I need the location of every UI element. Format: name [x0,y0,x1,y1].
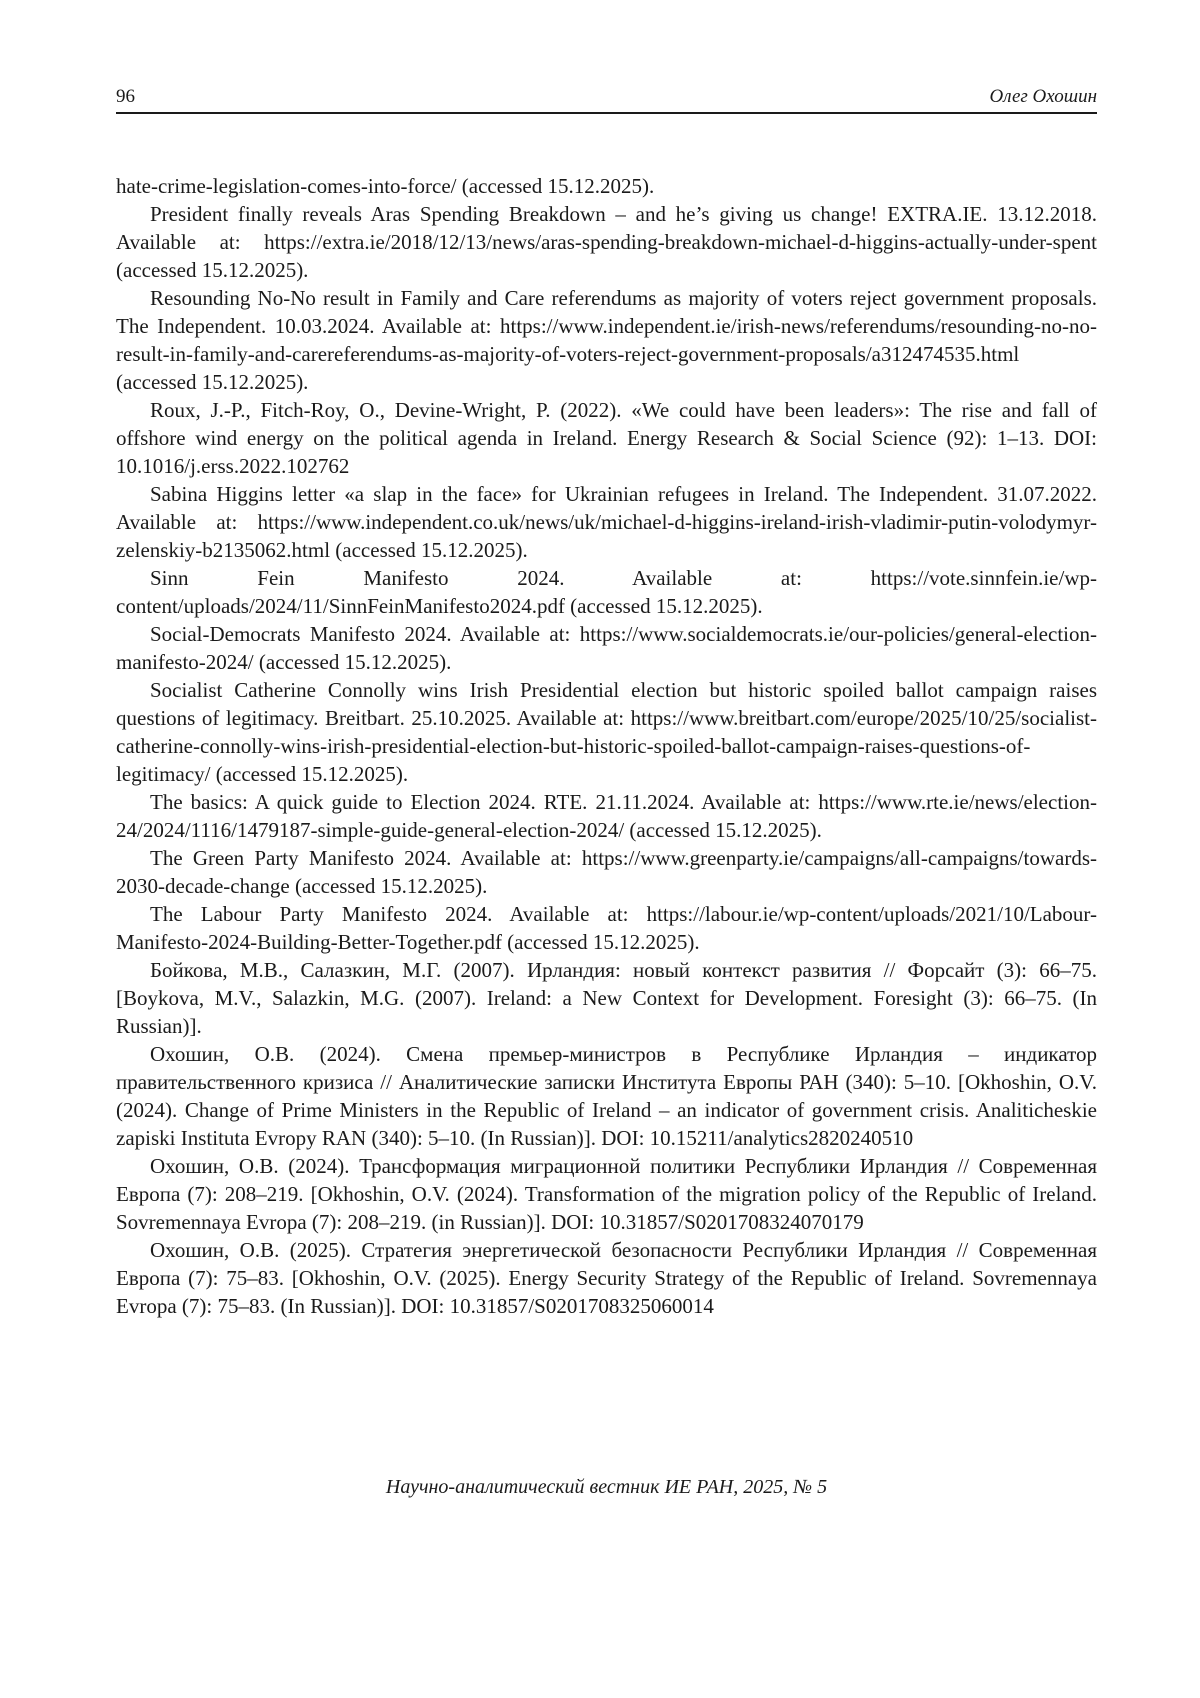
reference-item: Sabina Higgins letter «a slap in the face» for Ukrainian refugees in Ireland. The Independent. 31.07.2022. Available at: https://www.independent.co.uk/news/uk/michael-d-higgins-ireland-irish-vladimir-putin-volodymyr-zelenskiy-b2135062.html (accessed 15.12.2025). [116,482,1097,562]
reference-list [116,172,1097,1320]
page-header [116,84,1097,114]
reference-item: President finally reveals Aras Spending Breakdown – and he’s giving us change! EXTRA.IE. 13.12.2018. Available at: https://extra.ie/2018/12/13/news/aras-spending-breakdown-michael-d-higgins-actually-under-spent (accessed 15.12.2025). [116,202,1097,282]
reference-item: Охошин, О.В. (2024). Трансформация миграционной политики Республики Ирландия // Современная Европа (7): 208–219. [Okhoshin, O.V. (2024). Transformation of the migration policy of the Republic of Ireland. Sovremennaya Evropa (7): 208–219. (in Russian)]. DOI: 10.31857/S0201708324070179 [116,1154,1097,1234]
reference-item: Social-Democrats Manifesto 2024. Available at: https://www.socialdemocrats.ie/our-policies/general-election-manifesto-2024/ (accessed 15.12.2025). [116,622,1097,674]
reference-item: hate-crime-legislation-comes-into-force/ (accessed 15.12.2025). [116,174,655,198]
page-footer [116,1476,1097,1499]
journal-citation: Научно-аналитический вестник ИЕ РАН, 2025, № 5 [385,1476,828,1498]
reference-item: Охошин, О.В. (2024). Смена премьер-министров в Республике Ирландия – индикатор правительственного кризиса // Аналитические записки Института Европы РАН (340): 5–10. [Okhoshin, O.V. (2024). Change of Prime Ministers in the Republic of Ireland – an indicator of government crisis. Analiticheskie zapiski Instituta Evropy RAN (340): 5–10. (In Russian)]. DOI: 10.15211/analytics2820240510 [116,1042,1097,1150]
reference-item: Бойкова, М.В., Салазкин, М.Г. (2007). Ирландия: новый контекст развития // Форсайт (3): 66–75. [Boykova, M.V., Salazkin, M.G. (2007). Ireland: a New Context for Development. Foresight (3): 66–75. (In Russian)]. [116,958,1097,1038]
reference-item: The basics: A quick guide to Election 2024. RTE. 21.11.2024. Available at: https://www.rte.ie/news/election-24/2024/1116/1479187-simple-guide-general-election-2024/ (accessed 15.12.2025). [116,790,1097,842]
reference-item: Sinn Fein Manifesto 2024. Available at: https://vote.sinnfein.ie/wp-content/uploads/2024/11/SinnFeinManifesto2024.pdf (accessed 15.12.2025). [116,566,1097,618]
reference-item: Socialist Catherine Connolly wins Irish Presidential election but historic spoiled ballot campaign raises questions of legitimacy. Breitbart. 25.10.2025. Available at: https://www.breitbart.com/europe/2025/10/25/socialist-catherine-connolly-wins-irish-presidential-election-but-historic-spoiled-ballot-campaign-raises-questions-of-legitimacy/ (accessed 15.12.2025). [116,678,1097,786]
running-author: Олег Охошин [989,86,1097,107]
reference-item: The Labour Party Manifesto 2024. Available at: https://labour.ie/wp-content/uploads/2021/10/Labour-Manifesto-2024-Building-Better-Together.pdf (accessed 15.12.2025). [116,902,1097,954]
reference-item: Resounding No-No result in Family and Care referendums as majority of voters reject government proposals. The Independent. 10.03.2024. Available at: https://www.independent.ie/irish-news/referendums/resounding-no-no-result-in-family-and-carereferendums-as-majority-of-voters-reject-government-proposals/a312474535.html (accessed 15.12.2025). [116,286,1097,394]
reference-item: Охошин, О.В. (2025). Стратегия энергетической безопасности Республики Ирландия // Современная Европа (7): 75–83. [Okhoshin, O.V. (2025). Energy Security Strategy of the Republic of Ireland. Sovremennaya Evropa (7): 75–83. (In Russian)]. DOI: 10.31857/S0201708325060014 [116,1238,1097,1318]
reference-item: Roux, J.-P., Fitch-Roy, O., Devine-Wright, P. (2022). «We could have been leaders»: The rise and fall of offshore wind energy on the political agenda in Ireland. Energy Research & Social Science (92): 1–13. DOI: 10.1016/j.erss.2022.102762 [116,398,1097,478]
reference-item: The Green Party Manifesto 2024. Available at: https://www.greenparty.ie/campaigns/all-campaigns/towards-2030-decade-change (accessed 15.12.2025). [116,846,1097,898]
page-number: 96 [116,86,135,107]
